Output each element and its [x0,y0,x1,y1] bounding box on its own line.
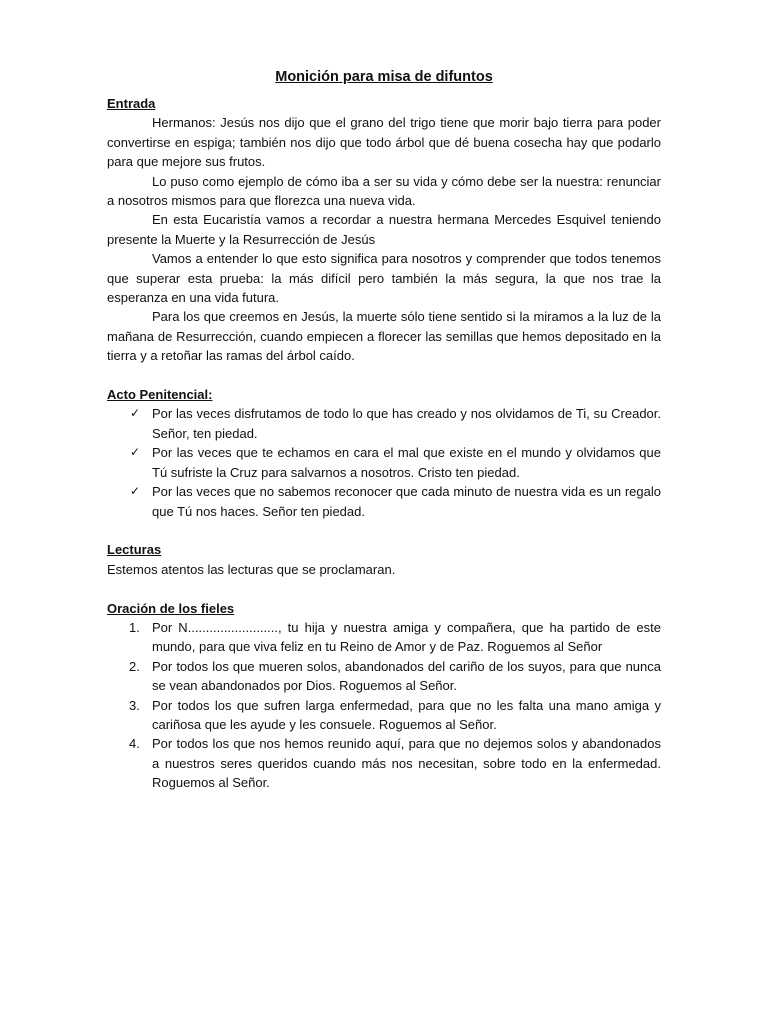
lecturas-text: Estemos atentos las lecturas que se proclamaran. [107,561,396,577]
section-heading-oracion: Oración de los fieles [107,600,235,616]
list-item [107,404,661,443]
list-item [107,696,661,735]
document-title: Monición para misa de difuntos [275,69,493,85]
list-item-text: Por todos los que nos hemos reunido aquí, para que no dejemos solos y abandonados a nuestros seres queridos cuando más nos necesitan, sobre todo en la enfermedad. Roguemos al Señor. [152,736,661,791]
acto-penitencial-list [107,404,661,520]
list-item-text: Por las veces disfrutamos de todo lo que has creado y nos olvidamos de Ti, su Creador. Señor, ten piedad. [152,406,661,441]
list-item-text: Por las veces que te echamos en cara el mal que existe en el mundo y olvidamos que Tú sufriste la Cruz para salvarnos a nosotros. Cristo ten piedad. [152,445,661,480]
section-heading-entrada: Entrada [107,96,156,111]
entrada-paragraph: Hermanos: Jesús nos dijo que el grano del trigo tiene que morir bajo tierra para poder convertirse en espiga; también nos dijo que todo árbol que dé buena cosecha hay que podarlo para que mejore sus frutos. [107,115,661,170]
entrada-paragraph: Para los que creemos en Jesús, la muerte sólo tiene sentido si la miramos a la luz de la mañana de Resurrección, cuando empiecen a florecer las semillas que hemos depositado en la tierra y a retoñar las ramas del árbol caído. [107,309,661,364]
oracion-list [107,618,661,793]
list-item-text: Por todos los que mueren solos, abandonados del cariño de los suyos, para que nunca se vean abandonados por Dios. Roguemos al Señor. [152,658,661,694]
list-item-text: Por N........................., tu hija y nuestra amiga y compañera, que ha partido de este mundo, para que viva feliz en tu Reino de Amor y de Paz. Roguemos al Señor [152,619,661,655]
entrada-paragraph: En esta Eucaristía vamos a recordar a nuestra hermana Mercedes Esquivel teniendo presente la Muerte y la Resurrección de Jesús [107,212,661,247]
document-page [107,67,661,793]
checkmark-icon: ✓ [130,406,141,421]
list-item-text: Por las veces que no sabemos reconocer que cada minuto de nuestra vida es un regalo que Tú nos haces. Señor ten piedad. [152,484,661,519]
entrada-paragraph: Lo puso como ejemplo de cómo iba a ser su vida y cómo debe ser la nuestra: renunciar a nosotros mismos para que florezca una nueva vida. [107,173,661,209]
list-item [107,618,661,657]
list-item [107,734,661,792]
list-item-number: 2. [129,658,140,674]
section-heading-lecturas: Lecturas [107,542,162,558]
list-item-number: 4. [129,736,140,752]
list-item [107,657,661,696]
list-item-text: Por todos los que sufren larga enfermedad, para que no les falta una mano amiga y cariñosa que les ayude y les consuele. Roguemos al Señor. [152,697,661,732]
list-item-number: 1. [129,619,140,635]
list-item-number: 3. [129,697,140,713]
checkmark-icon: ✓ [130,484,141,499]
list-item [107,443,661,482]
section-heading-acto-penitencial: Acto Penitencial: [107,387,213,403]
checkmark-icon: ✓ [130,445,141,460]
entrada-paragraph: Vamos a entender lo que esto significa para nosotros y comprender que todos tenemos que superar esta prueba: la más difícil pero también la más segura, la que nos trae la esperanza en una vida futura. [107,251,661,306]
list-item [107,482,661,521]
